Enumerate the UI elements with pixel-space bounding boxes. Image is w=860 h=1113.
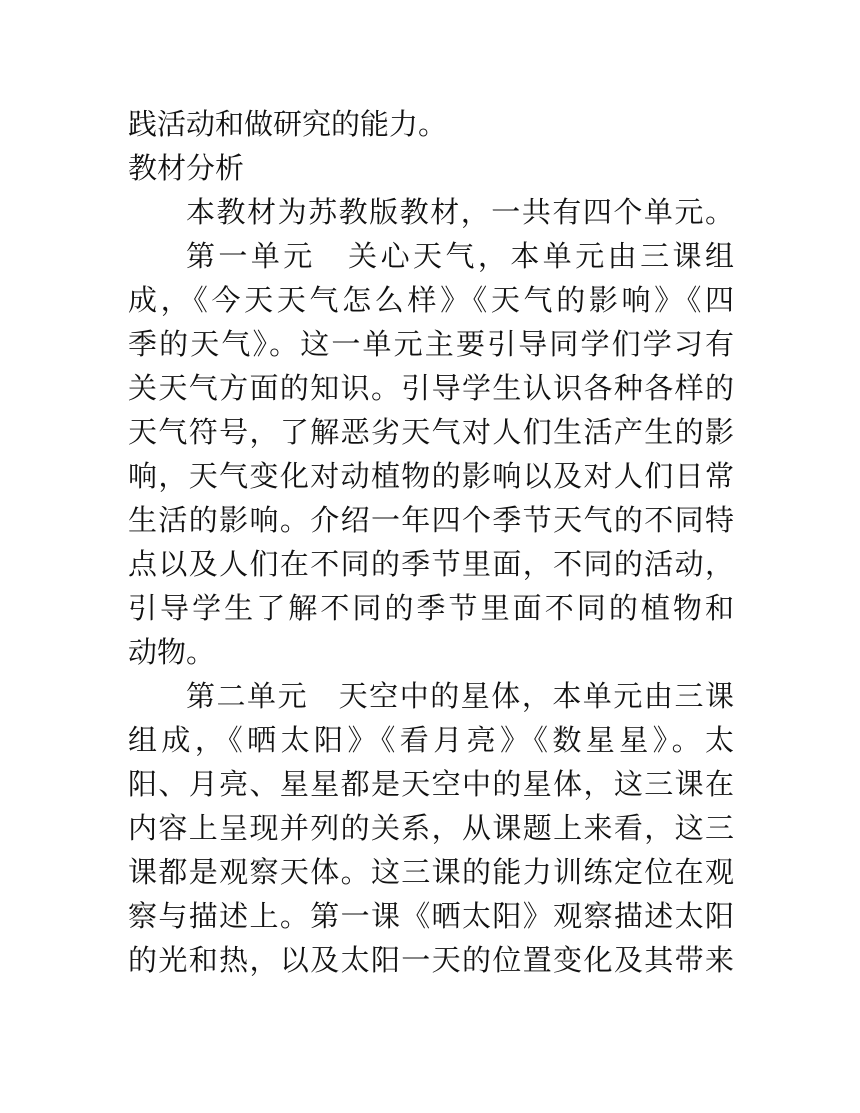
text-line: 响，天气变化对动植物的影响以及对人们日常 [128, 459, 734, 493]
text-line: 的光和热，以及太阳一天的位置变化及其带来 [128, 943, 734, 977]
text-line: 课都是观察天体。这三课的能力训练定位在观 [128, 855, 734, 889]
text-line: 生活的影响。介绍一年四个季节天气的不同特 [128, 503, 734, 537]
text-line: 践活动和做研究的能力。 [128, 107, 448, 141]
text-line: 点以及人们在不同的季节里面，不同的活动， [128, 547, 734, 581]
text-line: 第二单元 天空中的星体，本单元由三课 [186, 679, 734, 713]
text-line: 天气符号，了解恶劣天气对人们生活产生的影 [128, 415, 734, 449]
text-line: 引导学生了解不同的季节里面不同的植物和 [128, 591, 734, 625]
text-line: 成，《今天天气怎么样》《天气的影响》《四 [128, 283, 734, 317]
text-line: 阳、月亮、星星都是天空中的星体，这三课在 [128, 767, 734, 801]
text-line: 本教材为苏教版教材，一共有四个单元。 [186, 195, 734, 229]
text-line: 动物。 [128, 635, 216, 669]
text-line: 季的天气》。这一单元主要引导同学们学习有 [128, 327, 734, 361]
text-line: 察与描述上。第一课《晒太阳》观察描述太阳 [128, 899, 734, 933]
text-line: 内容上呈现并列的关系，从课题上来看，这三 [128, 811, 734, 845]
text-line: 关天气方面的知识。引导学生认识各种各样的 [128, 371, 734, 405]
text-line: 第一单元 关心天气，本单元由三课组 [186, 239, 734, 273]
text-line: 组成，《晒太阳》《看月亮》《数星星》。太 [128, 723, 734, 757]
section-heading: 教材分析 [128, 151, 245, 185]
